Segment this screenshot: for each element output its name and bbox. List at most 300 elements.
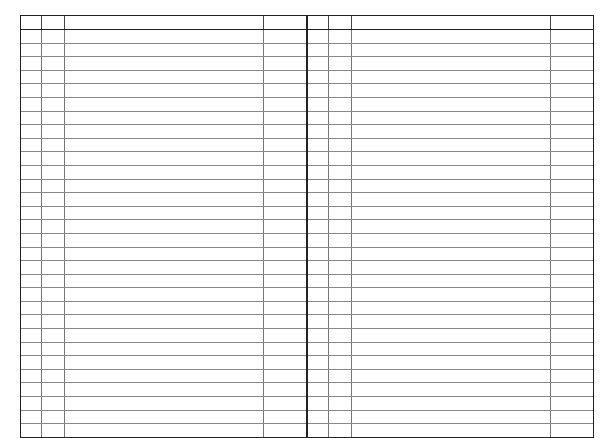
row-unit <box>42 343 65 356</box>
row-time <box>264 343 306 356</box>
row-num <box>21 152 42 165</box>
table-row <box>21 329 306 343</box>
left-table-body <box>21 30 306 437</box>
row-num <box>21 139 42 152</box>
row-num <box>21 329 42 342</box>
row-time <box>264 152 306 165</box>
table-row <box>308 139 593 153</box>
row-time <box>551 180 593 193</box>
row-num <box>308 356 329 369</box>
row-unit <box>329 315 352 328</box>
row-num <box>308 57 329 70</box>
row-unit <box>329 30 352 43</box>
row-num <box>21 207 42 220</box>
row-num <box>21 288 42 301</box>
row-time <box>264 84 306 97</box>
row-time <box>264 30 306 43</box>
row-unit <box>42 180 65 193</box>
row-num <box>21 180 42 193</box>
row-title <box>352 30 552 43</box>
row-unit <box>42 112 65 125</box>
row-title <box>352 356 552 369</box>
row-title <box>65 356 265 369</box>
row-title <box>352 397 552 410</box>
table-row <box>21 288 306 302</box>
row-unit <box>42 84 65 97</box>
left-table <box>20 15 307 438</box>
row-num <box>308 329 329 342</box>
row-title <box>65 71 265 84</box>
row-unit <box>42 71 65 84</box>
row-title <box>352 220 552 233</box>
row-num <box>21 261 42 274</box>
row-title <box>352 343 552 356</box>
row-unit <box>329 261 352 274</box>
row-unit <box>42 234 65 247</box>
row-title <box>352 302 552 315</box>
row-unit <box>42 220 65 233</box>
row-title <box>65 424 265 437</box>
row-unit <box>42 356 65 369</box>
row-num <box>21 30 42 43</box>
left-table-header <box>21 16 306 30</box>
row-num <box>308 275 329 288</box>
row-title <box>65 220 265 233</box>
row-num <box>308 98 329 111</box>
row-title <box>65 84 265 97</box>
row-title <box>65 288 265 301</box>
row-num <box>21 411 42 424</box>
row-unit <box>42 288 65 301</box>
row-unit <box>329 180 352 193</box>
row-num <box>308 84 329 97</box>
table-row <box>21 125 306 139</box>
table-row <box>21 44 306 58</box>
row-title <box>65 397 265 410</box>
row-unit <box>42 302 65 315</box>
row-unit <box>329 193 352 206</box>
row-title <box>65 180 265 193</box>
table-row <box>308 44 593 58</box>
row-title <box>352 193 552 206</box>
row-time <box>551 343 593 356</box>
row-time <box>551 261 593 274</box>
row-num <box>308 112 329 125</box>
row-time <box>551 248 593 261</box>
row-title <box>65 329 265 342</box>
table-row <box>308 329 593 343</box>
table-row <box>21 207 306 221</box>
table-row <box>308 411 593 425</box>
table-row <box>21 30 306 44</box>
row-time <box>264 139 306 152</box>
row-num <box>21 275 42 288</box>
row-title <box>352 71 552 84</box>
row-title <box>352 84 552 97</box>
row-unit <box>329 288 352 301</box>
row-unit <box>329 397 352 410</box>
row-title <box>65 57 265 70</box>
table-row <box>21 383 306 397</box>
row-time <box>551 152 593 165</box>
header-unit <box>329 16 352 29</box>
row-unit <box>329 166 352 179</box>
row-unit <box>42 98 65 111</box>
row-title <box>352 315 552 328</box>
row-title <box>65 98 265 111</box>
table-row <box>21 370 306 384</box>
row-unit <box>42 424 65 437</box>
row-num <box>308 397 329 410</box>
table-row <box>21 343 306 357</box>
row-num <box>21 71 42 84</box>
table-row <box>21 424 306 437</box>
row-time <box>551 30 593 43</box>
row-time <box>264 112 306 125</box>
row-title <box>65 370 265 383</box>
row-time <box>264 397 306 410</box>
row-title <box>65 248 265 261</box>
row-unit <box>329 57 352 70</box>
row-unit <box>42 397 65 410</box>
row-time <box>264 125 306 138</box>
row-num <box>308 44 329 57</box>
row-unit <box>42 207 65 220</box>
row-num <box>21 44 42 57</box>
row-time <box>264 411 306 424</box>
row-title <box>65 44 265 57</box>
row-num <box>308 139 329 152</box>
table-row <box>308 71 593 85</box>
row-time <box>264 57 306 70</box>
row-time <box>551 166 593 179</box>
row-unit <box>329 220 352 233</box>
right-table-header <box>308 16 593 30</box>
row-unit <box>329 112 352 125</box>
table-row <box>21 220 306 234</box>
row-title <box>352 275 552 288</box>
row-num <box>308 302 329 315</box>
header-title <box>352 16 552 29</box>
row-title <box>65 343 265 356</box>
row-title <box>65 383 265 396</box>
row-time <box>264 166 306 179</box>
table-row <box>21 57 306 71</box>
header-unit <box>42 16 65 29</box>
row-num <box>308 152 329 165</box>
row-time <box>264 275 306 288</box>
row-unit <box>329 98 352 111</box>
row-title <box>352 139 552 152</box>
table-row <box>308 166 593 180</box>
row-num <box>308 248 329 261</box>
row-title <box>65 139 265 152</box>
row-time <box>264 356 306 369</box>
row-title <box>65 30 265 43</box>
table-row <box>308 424 593 437</box>
row-title <box>352 57 552 70</box>
row-num <box>308 424 329 437</box>
row-title <box>65 112 265 125</box>
table-row <box>308 84 593 98</box>
row-unit <box>329 234 352 247</box>
row-title <box>352 166 552 179</box>
row-time <box>264 370 306 383</box>
table-row <box>21 411 306 425</box>
row-unit <box>42 248 65 261</box>
row-title <box>352 370 552 383</box>
row-title <box>65 275 265 288</box>
row-title <box>352 248 552 261</box>
row-unit <box>42 152 65 165</box>
row-unit <box>329 275 352 288</box>
row-unit <box>42 193 65 206</box>
table-row <box>21 71 306 85</box>
row-title <box>352 424 552 437</box>
row-num <box>21 98 42 111</box>
row-num <box>21 193 42 206</box>
row-title <box>352 288 552 301</box>
row-unit <box>329 248 352 261</box>
row-num <box>21 315 42 328</box>
row-unit <box>42 411 65 424</box>
row-time <box>551 193 593 206</box>
row-time <box>551 329 593 342</box>
table-row <box>21 152 306 166</box>
row-num <box>21 125 42 138</box>
row-time <box>551 98 593 111</box>
row-title <box>352 329 552 342</box>
row-num <box>308 383 329 396</box>
table-row <box>308 356 593 370</box>
row-time <box>264 193 306 206</box>
table-row <box>21 84 306 98</box>
row-num <box>308 315 329 328</box>
table-row <box>308 125 593 139</box>
row-num <box>308 411 329 424</box>
row-time <box>264 302 306 315</box>
row-title <box>352 261 552 274</box>
row-time <box>551 71 593 84</box>
row-num <box>21 248 42 261</box>
table-row <box>308 234 593 248</box>
row-title <box>352 112 552 125</box>
table-row <box>308 343 593 357</box>
table-row <box>308 57 593 71</box>
row-num <box>308 166 329 179</box>
table-row <box>308 207 593 221</box>
header-num <box>21 16 42 29</box>
row-time <box>264 248 306 261</box>
row-time <box>264 315 306 328</box>
row-time <box>264 44 306 57</box>
table-row <box>308 248 593 262</box>
table-row <box>308 220 593 234</box>
table-row <box>21 315 306 329</box>
row-num <box>21 356 42 369</box>
header-time <box>264 16 306 29</box>
table-row <box>21 166 306 180</box>
row-num <box>308 288 329 301</box>
row-time <box>551 288 593 301</box>
row-time <box>551 356 593 369</box>
row-time <box>264 220 306 233</box>
row-title <box>352 98 552 111</box>
row-time <box>551 383 593 396</box>
row-title <box>352 207 552 220</box>
header-time <box>551 16 593 29</box>
table-row <box>21 112 306 126</box>
row-unit <box>42 30 65 43</box>
row-title <box>352 234 552 247</box>
row-time <box>551 315 593 328</box>
row-unit <box>42 315 65 328</box>
row-num <box>308 370 329 383</box>
row-time <box>551 112 593 125</box>
row-unit <box>329 207 352 220</box>
row-unit <box>329 370 352 383</box>
table-row <box>308 302 593 316</box>
row-unit <box>329 343 352 356</box>
row-num <box>308 193 329 206</box>
row-time <box>264 71 306 84</box>
row-unit <box>329 139 352 152</box>
row-unit <box>42 383 65 396</box>
row-title <box>65 166 265 179</box>
row-title <box>65 261 265 274</box>
table-row <box>21 180 306 194</box>
row-unit <box>329 411 352 424</box>
row-num <box>21 166 42 179</box>
row-title <box>352 411 552 424</box>
row-unit <box>42 275 65 288</box>
row-unit <box>329 329 352 342</box>
header-num <box>308 16 329 29</box>
row-unit <box>329 84 352 97</box>
row-title <box>65 234 265 247</box>
row-unit <box>42 329 65 342</box>
table-row <box>21 261 306 275</box>
row-unit <box>329 302 352 315</box>
row-num <box>21 370 42 383</box>
row-num <box>308 343 329 356</box>
row-unit <box>42 370 65 383</box>
row-title <box>65 152 265 165</box>
table-row <box>21 275 306 289</box>
table-row <box>308 30 593 44</box>
table-row <box>308 180 593 194</box>
row-num <box>308 30 329 43</box>
row-num <box>21 343 42 356</box>
row-num <box>308 207 329 220</box>
row-unit <box>329 383 352 396</box>
row-time <box>551 84 593 97</box>
row-title <box>65 193 265 206</box>
row-unit <box>42 261 65 274</box>
table-row <box>308 315 593 329</box>
row-time <box>264 234 306 247</box>
row-num <box>21 302 42 315</box>
table-row <box>308 98 593 112</box>
row-num <box>308 261 329 274</box>
table-row <box>308 397 593 411</box>
row-title <box>352 383 552 396</box>
table-row <box>308 261 593 275</box>
row-unit <box>42 139 65 152</box>
right-table <box>307 15 594 438</box>
row-time <box>551 424 593 437</box>
header-title <box>65 16 265 29</box>
row-title <box>352 125 552 138</box>
row-time <box>551 411 593 424</box>
row-time <box>264 261 306 274</box>
row-time <box>264 424 306 437</box>
row-unit <box>329 71 352 84</box>
row-title <box>352 152 552 165</box>
row-num <box>308 180 329 193</box>
table-row <box>308 288 593 302</box>
row-time <box>551 397 593 410</box>
row-num <box>21 84 42 97</box>
table-row <box>21 98 306 112</box>
row-num <box>308 71 329 84</box>
row-unit <box>42 125 65 138</box>
row-num <box>21 234 42 247</box>
row-time <box>264 180 306 193</box>
table-row <box>21 397 306 411</box>
table-row <box>308 152 593 166</box>
table-row <box>308 370 593 384</box>
row-time <box>551 275 593 288</box>
table-row <box>308 112 593 126</box>
row-num <box>21 397 42 410</box>
row-num <box>21 383 42 396</box>
row-time <box>264 207 306 220</box>
row-time <box>264 98 306 111</box>
row-title <box>65 315 265 328</box>
row-unit <box>42 166 65 179</box>
table-row <box>21 234 306 248</box>
row-time <box>551 139 593 152</box>
row-unit <box>42 44 65 57</box>
row-unit <box>329 152 352 165</box>
table-row <box>308 193 593 207</box>
table-row <box>308 275 593 289</box>
right-table-body <box>308 30 593 437</box>
row-title <box>65 302 265 315</box>
table-row <box>21 193 306 207</box>
row-num <box>21 220 42 233</box>
row-title <box>65 125 265 138</box>
row-time <box>264 329 306 342</box>
row-time <box>551 302 593 315</box>
table-row <box>21 356 306 370</box>
row-unit <box>329 44 352 57</box>
row-time <box>551 234 593 247</box>
row-unit <box>42 57 65 70</box>
row-time <box>551 370 593 383</box>
row-num <box>308 234 329 247</box>
row-num <box>308 125 329 138</box>
table-row <box>21 248 306 262</box>
row-title <box>352 44 552 57</box>
row-time <box>551 125 593 138</box>
row-unit <box>329 424 352 437</box>
row-title <box>65 411 265 424</box>
row-time <box>551 220 593 233</box>
row-title <box>352 180 552 193</box>
row-time <box>264 288 306 301</box>
